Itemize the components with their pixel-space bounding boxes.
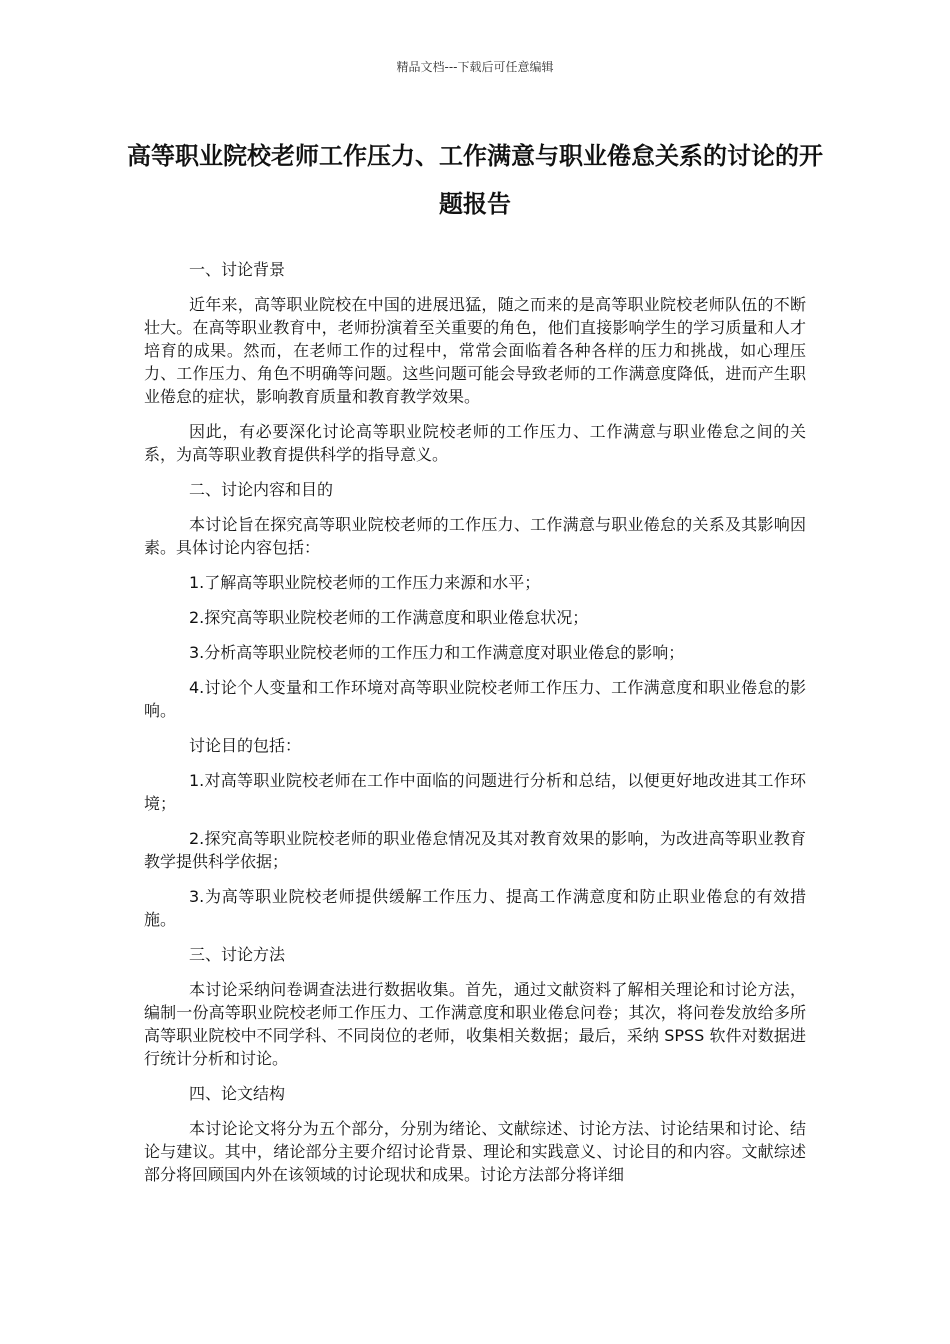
paragraph: 因此，有必要深化讨论高等职业院校老师的工作压力、工作满意与职业倦怠之间的关系，为高等职业教育提供科学的指导意义。 bbox=[144, 422, 806, 464]
section-heading-content: 二、讨论内容和目的 bbox=[189, 480, 334, 499]
list-item: 3.为高等职业院校老师提供缓解工作压力、提高工作满意度和防止职业倦怠的有效措施。 bbox=[144, 887, 806, 929]
list-item: 4.讨论个人变量和工作环境对高等职业院校老师工作压力、工作满意度和职业倦怠的影响。 bbox=[144, 678, 806, 720]
paragraph: 本讨论采纳问卷调查法进行数据收集。首先，通过文献资料了解相关理论和讨论方法，编制一份高等职业院校老师工作压力、工作满意度和职业倦怠问卷；其次，将问卷发放给多所高等职业院校中不同学科、不同岗位的老师，收集相关数据；最后，采纳 SPSS 软件对数据进行统计分析和讨论。 bbox=[144, 980, 806, 1068]
section-heading-structure: 四、论文结构 bbox=[189, 1084, 286, 1103]
list-item: 2.探究高等职业院校老师的职业倦怠情况及其对教育效果的影响，为改进高等职业教育教学提供科学依据； bbox=[144, 829, 806, 871]
list-item: 3.分析高等职业院校老师的工作压力和工作满意度对职业倦怠的影响； bbox=[189, 643, 685, 662]
document-title: 高等职业院校老师工作压力、工作满意与职业倦怠关系的讨论的开题报告 bbox=[127, 142, 823, 218]
list-item: 1.了解高等职业院校老师的工作压力来源和水平； bbox=[189, 573, 541, 592]
section-heading-method: 三、讨论方法 bbox=[189, 945, 286, 964]
header-note: 精品文档---下载后可任意编辑 bbox=[396, 60, 554, 74]
list-item: 2.探究高等职业院校老师的工作满意度和职业倦怠状况； bbox=[189, 608, 589, 627]
paragraph: 本讨论论文将分为五个部分，分别为绪论、文献综述、讨论方法、讨论结果和讨论、结论与建议。其中，绪论部分主要介绍讨论背景、理论和实践意义、讨论目的和内容。文献综述部分将回顾国内外在该领域的讨论现状和成果。讨论方法部分将详细 bbox=[144, 1119, 806, 1184]
paragraph: 讨论目的包括： bbox=[189, 736, 302, 755]
document-body bbox=[144, 258, 806, 1198]
paragraph: 近年来，高等职业院校在中国的进展迅猛，随之而来的是高等职业院校老师队伍的不断壮大。在高等职业教育中，老师扮演着至关重要的角色，他们直接影响学生的学习质量和人才培育的成果。然而，在老师工作的过程中，常常会面临着各种各样的压力和挑战，如心理压力、工作压力、角色不明确等问题。这些问题可能会导致老师的工作满意度降低，进而产生职业倦怠的症状，影响教育质量和教育教学效果。 bbox=[144, 295, 806, 406]
section-heading-background: 一、讨论背景 bbox=[189, 260, 286, 279]
paragraph: 本讨论旨在探究高等职业院校老师的工作压力、工作满意与职业倦怠的关系及其影响因素。具体讨论内容包括： bbox=[144, 515, 806, 557]
list-item: 1.对高等职业院校老师在工作中面临的问题进行分析和总结，以便更好地改进其工作环境； bbox=[144, 771, 806, 813]
